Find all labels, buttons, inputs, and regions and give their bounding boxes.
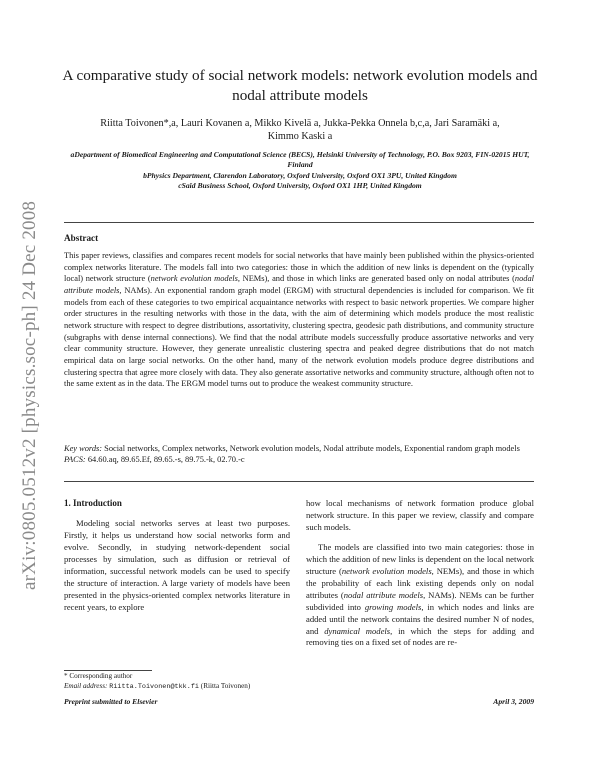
- abstract-heading: Abstract: [64, 233, 99, 243]
- keywords-block: [64, 443, 534, 466]
- preprint-notice: Preprint submitted to Elsevier: [64, 697, 158, 706]
- arxiv-identifier: arXiv:0805.0512v2 [physics.soc-ph] 24 Dec 2008: [19, 200, 40, 590]
- footnote-rule: [64, 670, 152, 671]
- pacs-text: 64.60.aq, 89.65.Ef, 89.65.-s, 89.75.-k, 02.70.-c: [87, 455, 245, 465]
- intro-paragraph-2: The models are classified into two main categories: those in which the addition of new links is dependent on the local network structure (network evolution models, NEMs), and those in which the probability of each link existing depends only on nodal attributes (nodal attribute models, NAMs). NEMs can be further subdivided into growing models, in which nodes and links are added until the network contains the desired number N of nodes, and dynamical models, in which the steps for adding and removing ties on a fixed set of nodes are re-: [306, 541, 535, 648]
- affiliation-c: cSaïd Business School, Oxford University, Oxford OX1 1HP, United Kingdom: [178, 181, 422, 191]
- intro-paragraph-1-cont: how local mechanisms of network formation produce global network structure. In this paper we review, classify and compare such models.: [306, 498, 534, 532]
- keywords-label: Key words:: [64, 444, 103, 453]
- affiliation-a: aDepartment of Biomedical Engineering and Computational Science (BECS), Helsinki University of Technology, P.O. Box 9203, FIN-02015 HUT, Finland: [70, 150, 530, 170]
- intro-paragraph-1: Modeling social networks serves at least two purposes. Firstly, it helps us understand how social networks form and evolve. Secondly, in studying network-dependent social processes by simulation, such as diffusion or retrieval of information, successful network models can be used to specify the structure of interaction. A large variety of models have been presented in the physics-oriented complex networks literature in recent years, to explore: [64, 517, 290, 612]
- abstract-text: This paper reviews, classifies and compares recent models for social networks that have mainly been published within the physics-oriented complex networks literature. The models fall into two categories: those in which the addition of new links is dependent on the (typically local) network structure (network evolution models, NEMs), and those in which links are generated based only on nodal attributes (nodal attribute models, NAMs). An exponential random graph model (ERGM) with structural dependencies is included for comparison. We fit models from each of these categories to two empirical acquaintance networks with respect to basic network properties. We compare higher order structures in the resulting networks with those in the data, with the aim of determining which models produce the most realistic network structure with respect to degree distributions, assortativity, clustering spectra, geodesic path distributions, and community structure (subgraphs with dense internal connections). We find that the nodal attribute models successfully produce assortative networks and very clear community structure. However, they generate unrealistic clustering spectra and peaked degree distributions that do not match empirical data on large social networks. On the other hand, many of the network evolution models produce degree distributions and clustering spectra that agree more closely with data. They also generate assortative networks and community structure, although often not to the same extent as in the data. The ERGM model turns out to produce the weakest community structure.: [64, 251, 534, 389]
- author-list: Riitta Toivonen*,a, Lauri Kovanen a, Mikko Kivelä a, Jukka-Pekka Onnela b,c,a, Jari Saramäki a, Kimmo Kaski a: [100, 118, 500, 142]
- keywords-text: Social networks, Complex networks, Network evolution models, Nodal attribute models, Exponential random graph models: [104, 444, 520, 453]
- abstract-top-rule: [64, 222, 534, 223]
- abstract-bottom-rule: [64, 481, 534, 482]
- affiliation-b: bPhysics Department, Clarendon Laboratory, Oxford University, Oxford OX1 3PU, United Kingdom: [143, 170, 457, 180]
- pacs-label: PACS:: [64, 455, 86, 465]
- footnote: * Corresponding author Email address: Riitta.Toivonen@tkk.fi (Riitta Toivonen): [64, 672, 251, 691]
- affiliations: [64, 150, 536, 192]
- author-email: Riitta.Toivonen@tkk.fi: [109, 682, 199, 691]
- section-heading: 1. Introduction: [64, 498, 122, 508]
- paper-title: A comparative study of social network models: network evolution models and nodal attribute models: [62, 67, 538, 104]
- submission-date: April 3, 2009: [493, 697, 534, 706]
- right-column: [306, 498, 534, 656]
- left-column: [64, 498, 290, 621]
